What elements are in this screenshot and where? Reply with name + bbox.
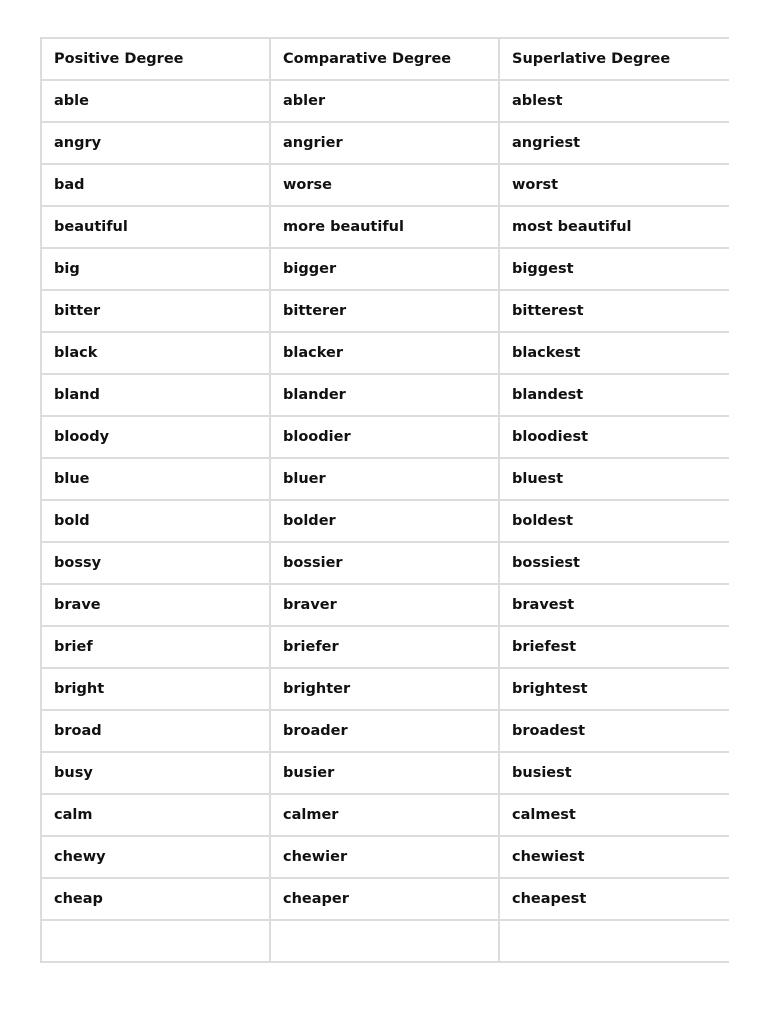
comparative-cell: cheaper bbox=[270, 878, 499, 920]
comparative-cell: broader bbox=[270, 710, 499, 752]
superlative-cell: broadest bbox=[499, 710, 729, 752]
table-row bbox=[41, 584, 729, 626]
comparative-cell: busier bbox=[270, 752, 499, 794]
comparative-cell bbox=[270, 920, 499, 962]
positive-cell: bad bbox=[41, 164, 270, 206]
comparative-cell: bitterer bbox=[270, 290, 499, 332]
superlative-cell: most beautiful bbox=[499, 206, 729, 248]
positive-cell: busy bbox=[41, 752, 270, 794]
header-superlative-degree: Superlative Degree bbox=[499, 38, 729, 80]
comparative-cell: worse bbox=[270, 164, 499, 206]
superlative-cell: angriest bbox=[499, 122, 729, 164]
superlative-cell: brightest bbox=[499, 668, 729, 710]
header-comparative-degree: Comparative Degree bbox=[270, 38, 499, 80]
comparative-cell: bluer bbox=[270, 458, 499, 500]
comparative-cell: braver bbox=[270, 584, 499, 626]
positive-cell: bitter bbox=[41, 290, 270, 332]
positive-cell: bright bbox=[41, 668, 270, 710]
comparative-cell: abler bbox=[270, 80, 499, 122]
table-row bbox=[41, 122, 729, 164]
table-row bbox=[41, 878, 729, 920]
positive-cell: beautiful bbox=[41, 206, 270, 248]
positive-cell: chewy bbox=[41, 836, 270, 878]
superlative-cell: briefest bbox=[499, 626, 729, 668]
superlative-cell: calmest bbox=[499, 794, 729, 836]
positive-cell: bloody bbox=[41, 416, 270, 458]
table-row bbox=[41, 752, 729, 794]
positive-cell: blue bbox=[41, 458, 270, 500]
degrees-table bbox=[40, 37, 729, 963]
table-row bbox=[41, 248, 729, 290]
superlative-cell: bloodiest bbox=[499, 416, 729, 458]
comparative-cell: bossier bbox=[270, 542, 499, 584]
table-row bbox=[41, 500, 729, 542]
table-row bbox=[41, 206, 729, 248]
positive-cell: bossy bbox=[41, 542, 270, 584]
table-row bbox=[41, 332, 729, 374]
table-header-row bbox=[41, 38, 729, 80]
positive-cell: brave bbox=[41, 584, 270, 626]
comparative-cell: blacker bbox=[270, 332, 499, 374]
positive-cell: cheap bbox=[41, 878, 270, 920]
table-row bbox=[41, 374, 729, 416]
positive-cell bbox=[41, 920, 270, 962]
superlative-cell: chewiest bbox=[499, 836, 729, 878]
superlative-cell: cheapest bbox=[499, 878, 729, 920]
superlative-cell: ablest bbox=[499, 80, 729, 122]
comparative-cell: calmer bbox=[270, 794, 499, 836]
positive-cell: bold bbox=[41, 500, 270, 542]
comparative-cell: blander bbox=[270, 374, 499, 416]
table-row bbox=[41, 668, 729, 710]
superlative-cell: blandest bbox=[499, 374, 729, 416]
table-row bbox=[41, 542, 729, 584]
header-positive-degree: Positive Degree bbox=[41, 38, 270, 80]
comparative-cell: brighter bbox=[270, 668, 499, 710]
table-body bbox=[41, 80, 729, 962]
table-row bbox=[41, 416, 729, 458]
positive-cell: bland bbox=[41, 374, 270, 416]
comparative-cell: briefer bbox=[270, 626, 499, 668]
positive-cell: calm bbox=[41, 794, 270, 836]
superlative-cell: busiest bbox=[499, 752, 729, 794]
positive-cell: able bbox=[41, 80, 270, 122]
positive-cell: black bbox=[41, 332, 270, 374]
superlative-cell: bluest bbox=[499, 458, 729, 500]
table-row bbox=[41, 164, 729, 206]
positive-cell: broad bbox=[41, 710, 270, 752]
table-row bbox=[41, 458, 729, 500]
superlative-cell: worst bbox=[499, 164, 729, 206]
table-row bbox=[41, 80, 729, 122]
superlative-cell: blackest bbox=[499, 332, 729, 374]
degrees-table-container bbox=[40, 37, 729, 988]
table-row bbox=[41, 794, 729, 836]
comparative-cell: more beautiful bbox=[270, 206, 499, 248]
table-row bbox=[41, 290, 729, 332]
superlative-cell: boldest bbox=[499, 500, 729, 542]
comparative-cell: bigger bbox=[270, 248, 499, 290]
comparative-cell: angrier bbox=[270, 122, 499, 164]
superlative-cell: bossiest bbox=[499, 542, 729, 584]
table-row bbox=[41, 626, 729, 668]
positive-cell: big bbox=[41, 248, 270, 290]
table-row bbox=[41, 710, 729, 752]
positive-cell: angry bbox=[41, 122, 270, 164]
positive-cell: brief bbox=[41, 626, 270, 668]
superlative-cell bbox=[499, 920, 729, 962]
table-row bbox=[41, 836, 729, 878]
superlative-cell: biggest bbox=[499, 248, 729, 290]
comparative-cell: bolder bbox=[270, 500, 499, 542]
superlative-cell: bravest bbox=[499, 584, 729, 626]
comparative-cell: chewier bbox=[270, 836, 499, 878]
comparative-cell: bloodier bbox=[270, 416, 499, 458]
superlative-cell: bitterest bbox=[499, 290, 729, 332]
table-row bbox=[41, 920, 729, 962]
